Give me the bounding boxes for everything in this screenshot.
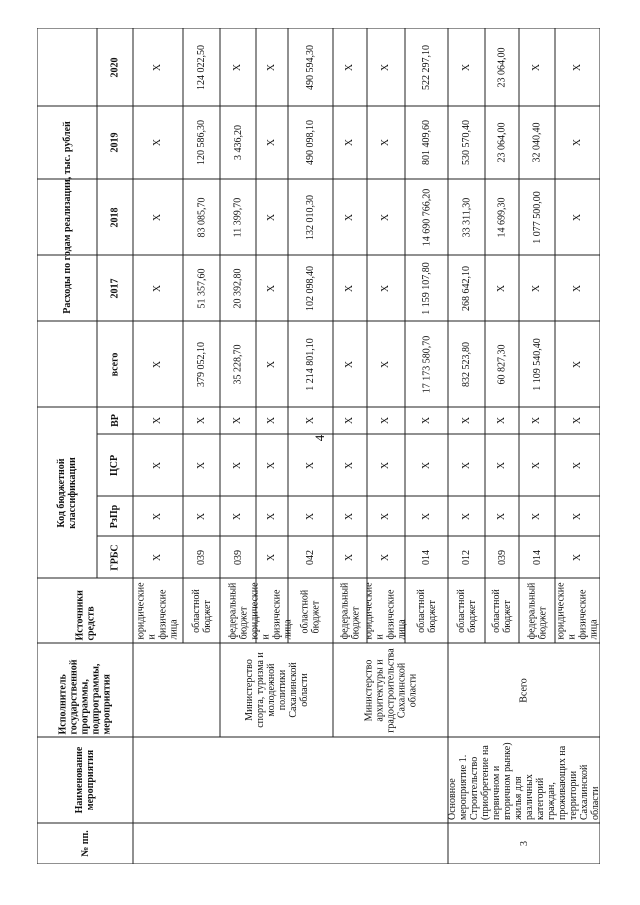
y2017-cell	[256, 255, 288, 321]
y2019-cell-text: X	[571, 138, 583, 147]
csr-cell-text: X	[380, 461, 392, 469]
y2018-cell	[133, 179, 183, 255]
y2018-cell	[555, 179, 600, 255]
header-2019	[97, 106, 133, 179]
total-cell	[220, 321, 256, 407]
rzpr-cell-text: X	[460, 512, 472, 520]
executor-architecture	[333, 643, 448, 737]
total-cell-text: 379 052,10	[196, 341, 207, 387]
vr-cell-text: X	[344, 416, 356, 425]
vr-cell	[288, 407, 333, 434]
csr-cell	[288, 434, 333, 496]
y2018-cell	[519, 179, 555, 255]
csr-cell-text: X	[571, 461, 583, 469]
vr-cell-text: X	[460, 416, 472, 425]
csr-cell-text: X	[195, 461, 207, 469]
y2020-cell	[448, 28, 485, 106]
source-cell	[183, 578, 220, 643]
y2019-cell-text: 490 098,10	[305, 120, 316, 165]
header-csr	[97, 434, 133, 496]
y2018-cell-text: 1 077 500,00	[531, 190, 543, 244]
csr-cell	[333, 434, 367, 496]
header-2020-text: 2020	[109, 57, 121, 77]
y2018-cell-text: 132 010,30	[305, 194, 316, 240]
section-3-number-text: 3	[518, 841, 530, 846]
source-cell-text: федеральный бюджет	[526, 582, 548, 639]
grbs-cell	[405, 536, 448, 578]
rzpr-cell	[555, 496, 600, 536]
csr-cell	[405, 434, 448, 496]
csr-cell	[555, 434, 600, 496]
rzpr-cell-text: X	[571, 512, 583, 520]
y2017-cell-text: X	[266, 284, 278, 292]
header-vr-text: ВР	[109, 414, 121, 427]
y2020-cell-text: X	[152, 63, 164, 71]
csr-cell-text: X	[460, 461, 472, 469]
csr-cell-text: X	[531, 461, 543, 469]
rzpr-cell	[405, 496, 448, 536]
total-cell-text: X	[152, 360, 164, 368]
total-cell-text: 1 109 540,40	[531, 337, 543, 391]
y2019-cell-text: 32 040,40	[531, 122, 543, 163]
source-cell-text: областной бюджет	[415, 588, 438, 633]
budget-table	[37, 28, 600, 864]
y2018-cell-text: 14 699,30	[496, 197, 508, 237]
total-cell	[519, 321, 555, 407]
y2018-cell	[405, 179, 448, 255]
y2019-cell	[133, 106, 183, 179]
y2020-cell-text: 490 594,30	[305, 44, 316, 90]
csr-cell	[133, 434, 183, 496]
grbs-cell-text: X	[571, 553, 583, 561]
y2017-cell	[405, 255, 448, 321]
source-cell-text: федеральный бюджет	[227, 582, 249, 639]
y2017-cell-text: X	[571, 284, 583, 292]
y2018-cell-text: X	[571, 213, 583, 221]
rzpr-cell	[519, 496, 555, 536]
y2017-cell	[555, 255, 600, 321]
vr-cell-text: X	[304, 416, 316, 425]
y2019-cell	[405, 106, 448, 179]
y2020-cell-text: X	[380, 63, 392, 71]
header-vr	[97, 407, 133, 434]
y2020-cell	[288, 28, 333, 106]
y2019-cell-text: X	[380, 138, 392, 147]
executor-total-text: Всего	[518, 677, 530, 703]
total-cell	[367, 321, 405, 407]
total-cell-text: 60 827,30	[496, 344, 508, 384]
vr-cell-text: X	[232, 416, 244, 425]
y2019-cell	[220, 106, 256, 179]
y2017-cell	[288, 255, 333, 321]
grbs-cell-text: 014	[421, 549, 432, 565]
source-cell	[288, 578, 333, 643]
vr-cell-text: X	[496, 416, 508, 425]
source-cell	[333, 578, 367, 643]
y2017-cell	[220, 255, 256, 321]
rzpr-cell-text: X	[420, 512, 432, 520]
y2020-cell	[333, 28, 367, 106]
y2020-cell-text: X	[571, 63, 583, 71]
vr-cell	[485, 407, 519, 434]
executor-architecture-text: Министерство архитектуры и градостроительства Сахалинской области	[363, 647, 418, 733]
csr-cell-text: X	[232, 461, 244, 469]
y2020-cell-text: 124 022,50	[196, 44, 207, 90]
rzpr-cell	[256, 496, 288, 536]
total-cell-text: X	[344, 360, 356, 368]
grbs-cell-text: 039	[496, 549, 508, 565]
grbs-cell-text: 039	[232, 549, 244, 565]
grbs-cell	[256, 536, 288, 578]
vr-cell	[220, 407, 256, 434]
y2017-cell	[485, 255, 519, 321]
header-no	[37, 823, 133, 864]
y2019-cell	[256, 106, 288, 179]
y2018-cell	[288, 179, 333, 255]
code-group-header	[37, 407, 97, 578]
rzpr-cell-text: X	[195, 512, 207, 520]
grbs-cell	[220, 536, 256, 578]
y2018-cell-text: X	[266, 213, 278, 221]
y2018-cell-text: X	[380, 213, 392, 221]
executor-sport-text: Министерство спорта, туризма и молодежной политики Сахалинской области	[243, 652, 310, 728]
header-2019-text: 2019	[109, 132, 121, 153]
vr-cell-text: X	[195, 416, 207, 425]
header-no-text: № пп.	[79, 830, 91, 857]
vr-cell-text: X	[571, 416, 583, 425]
y2020-cell-text: X	[531, 63, 543, 71]
grbs-cell	[183, 536, 220, 578]
y2018-cell	[448, 179, 485, 255]
rzpr-cell-text: X	[152, 512, 164, 520]
csr-cell-text: X	[420, 461, 432, 469]
header-2018-text: 2018	[109, 207, 121, 227]
y2017-cell-text: 1 159 107,80	[421, 261, 432, 315]
rzpr-cell-text: X	[531, 512, 543, 520]
grbs-cell	[519, 536, 555, 578]
total-cell	[256, 321, 288, 407]
header-source	[37, 578, 133, 643]
source-cell-text: областной бюджет	[299, 589, 322, 633]
csr-cell-text: X	[152, 461, 164, 469]
csr-cell-text: X	[266, 461, 278, 469]
source-cell-text: областной бюджет	[455, 588, 478, 633]
csr-cell-text: X	[344, 461, 356, 469]
y2018-cell	[333, 179, 367, 255]
y2018-cell-text: 11 399,70	[232, 197, 244, 237]
y2020-cell	[405, 28, 448, 106]
grbs-cell-text: X	[266, 553, 278, 561]
y2020-cell-text: X	[266, 63, 278, 71]
header-grbs-text: ГРБС	[109, 543, 121, 571]
rzpr-cell-text: X	[266, 512, 278, 520]
csr-cell	[367, 434, 405, 496]
header-rzpr	[97, 496, 133, 536]
y2019-cell-text: 530 570,40	[461, 120, 472, 165]
y2018-cell-text: 83 085,70	[196, 197, 207, 237]
grbs-cell	[448, 536, 485, 578]
total-cell-text: 17 173 580,70	[421, 335, 432, 393]
y2017-cell	[448, 255, 485, 321]
total-cell	[555, 321, 600, 407]
total-cell	[183, 321, 220, 407]
y2017-cell	[133, 255, 183, 321]
source-cell-text: областной бюджет	[190, 588, 213, 633]
total-cell	[448, 321, 485, 407]
total-cell-text: X	[380, 360, 392, 368]
csr-cell	[448, 434, 485, 496]
vr-cell-text: X	[266, 416, 278, 425]
y2019-cell-text: 3 436,20	[232, 125, 244, 160]
vr-cell	[519, 407, 555, 434]
csr-cell	[220, 434, 256, 496]
vr-cell	[183, 407, 220, 434]
grbs-cell	[288, 536, 333, 578]
csr-cell	[256, 434, 288, 496]
source-cell	[133, 578, 183, 643]
vr-cell-text: X	[420, 416, 432, 425]
header-csr-text: ЦСР	[109, 454, 121, 476]
y2020-cell	[555, 28, 600, 106]
total-cell-text: 35 228,70	[232, 344, 244, 384]
executor-total	[448, 643, 600, 737]
y2018-cell-text: 14 690 766,20	[421, 188, 432, 246]
source-cell	[364, 578, 409, 643]
source-cell	[485, 578, 519, 643]
vr-cell	[256, 407, 288, 434]
y2019-cell-text: X	[152, 138, 164, 147]
y2019-cell	[333, 106, 367, 179]
y2020-cell-text: X	[232, 63, 244, 71]
vr-cell	[405, 407, 448, 434]
source-cell	[405, 578, 448, 643]
y2018-cell	[220, 179, 256, 255]
y2019-cell	[519, 106, 555, 179]
source-cell-text: федеральный бюджет	[339, 582, 361, 639]
header-executor-text: Исполнитель государственной программы, подпрограммы, мероприятия	[57, 658, 113, 734]
expenses-group-header-text: Расходы по годам реализации, тыс. рублей	[61, 121, 73, 314]
grbs-cell	[133, 536, 183, 578]
y2019-cell-text: 120 586,30	[196, 120, 207, 165]
rzpr-cell	[485, 496, 519, 536]
y2018-cell	[367, 179, 405, 255]
y2017-cell-text: 51 357,60	[196, 268, 207, 308]
y2018-cell	[256, 179, 288, 255]
total-cell-text: 1 214 801,10	[305, 337, 316, 391]
y2020-cell-text: X	[460, 63, 472, 71]
y2019-cell-text: 801 409,60	[421, 120, 432, 165]
vr-cell-text: X	[531, 416, 543, 425]
grbs-cell	[367, 536, 405, 578]
y2018-cell-text: X	[344, 213, 356, 221]
source-cell	[519, 578, 555, 643]
source-cell-text: юридические и физические лица	[364, 581, 409, 640]
csr-cell-text: X	[304, 461, 316, 469]
total-cell	[288, 321, 333, 407]
y2017-cell-text: X	[344, 284, 356, 292]
header-total-text: всего	[109, 352, 121, 376]
source-cell-text: юридические и физические лица	[136, 581, 181, 640]
y2018-cell	[183, 179, 220, 255]
vr-cell	[448, 407, 485, 434]
grbs-cell	[485, 536, 519, 578]
csr-cell	[519, 434, 555, 496]
header-2020	[97, 28, 133, 106]
y2019-cell-text: X	[266, 138, 278, 147]
rzpr-cell	[448, 496, 485, 536]
y2017-cell	[183, 255, 220, 321]
vr-cell	[555, 407, 600, 434]
y2017-cell-text: X	[496, 284, 508, 292]
y2019-cell-text: 23 064,00	[496, 122, 508, 163]
y2020-cell	[519, 28, 555, 106]
vr-cell-text: X	[152, 416, 164, 425]
vr-cell	[333, 407, 367, 434]
y2020-cell	[256, 28, 288, 106]
code-group-header-text: Код бюджетной классификации	[56, 456, 79, 529]
vr-cell-text: X	[380, 416, 392, 425]
y2019-cell-text: X	[344, 138, 356, 147]
rzpr-cell-text: X	[344, 512, 356, 520]
expenses-group-header	[37, 28, 97, 407]
header-2018	[97, 179, 133, 255]
y2020-cell-text: 522 297,10	[421, 44, 432, 90]
total-cell-text: X	[571, 360, 583, 368]
source-cell	[448, 578, 485, 643]
executor-sport	[220, 643, 333, 737]
y2020-cell	[367, 28, 405, 106]
section-3-number	[448, 823, 600, 864]
y2018-cell-text: X	[152, 213, 164, 221]
grbs-cell-text: X	[380, 553, 392, 561]
grbs-cell-text: X	[152, 553, 164, 561]
y2019-cell	[183, 106, 220, 179]
total-cell-text: 832 523,80	[461, 341, 472, 387]
rzpr-cell	[220, 496, 256, 536]
header-name-text: Наименование мероприятия	[74, 746, 96, 814]
y2017-cell	[519, 255, 555, 321]
header-rzpr-text: РзПр	[109, 504, 121, 528]
total-cell	[485, 321, 519, 407]
total-cell	[405, 321, 448, 407]
vr-cell	[367, 407, 405, 434]
rzpr-cell-text: X	[232, 512, 244, 520]
header-2017	[97, 255, 133, 321]
rzpr-cell	[288, 496, 333, 536]
rzpr-cell-text: X	[304, 512, 316, 520]
y2020-cell	[485, 28, 519, 106]
total-cell	[333, 321, 367, 407]
header-2017-text: 2017	[109, 278, 121, 298]
header-grbs	[97, 536, 133, 578]
header-name	[37, 737, 133, 823]
grbs-cell-text: 042	[305, 549, 316, 565]
page-number-text: 4	[312, 434, 327, 442]
grbs-cell-text: X	[344, 553, 356, 561]
y2017-cell-text: 20 392,80	[232, 268, 244, 308]
y2017-cell-text: X	[380, 284, 392, 292]
grbs-cell	[555, 536, 600, 578]
header-total	[97, 321, 133, 407]
y2020-cell	[220, 28, 256, 106]
source-cell-text: юридические и физические лица	[250, 581, 295, 640]
y2020-cell-text: 23 064,00	[496, 47, 508, 87]
source-cell	[250, 578, 295, 643]
y2017-cell-text: X	[152, 284, 164, 292]
header-source-text: Источники средств	[74, 589, 96, 640]
section-3-name-text: Основное мероприятие 1. Строительство (приобретение на первичном и вторичном рынке) жилья для различных категорий граждан, проживающих на территории Сахалинской области	[447, 742, 601, 820]
y2019-cell	[288, 106, 333, 179]
y2019-cell	[367, 106, 405, 179]
y2020-cell	[133, 28, 183, 106]
grbs-cell-text: 039	[196, 549, 207, 565]
csr-cell-text: X	[496, 461, 508, 469]
vr-cell	[133, 407, 183, 434]
rzpr-cell	[133, 496, 183, 536]
source-cell-text: областной бюджет	[491, 588, 513, 633]
y2017-cell-text: X	[531, 284, 543, 292]
source-cell-text: юридические и физические лица	[555, 581, 600, 640]
header-executor	[37, 643, 133, 737]
y2017-cell	[367, 255, 405, 321]
rzpr-cell	[367, 496, 405, 536]
source-cell	[555, 578, 600, 643]
rzpr-cell-text: X	[496, 512, 508, 520]
grbs-cell-text: 012	[461, 549, 472, 565]
grbs-cell	[333, 536, 367, 578]
y2019-cell	[555, 106, 600, 179]
rzpr-cell-text: X	[380, 512, 392, 520]
y2019-cell	[485, 106, 519, 179]
rzpr-cell	[333, 496, 367, 536]
csr-cell	[183, 434, 220, 496]
y2020-cell	[183, 28, 220, 106]
csr-cell	[485, 434, 519, 496]
y2018-cell	[485, 179, 519, 255]
y2017-cell-text: 102 098,40	[305, 265, 316, 311]
y2018-cell-text: 33 311,30	[461, 197, 473, 237]
y2020-cell-text: X	[344, 63, 356, 71]
y2017-cell	[333, 255, 367, 321]
rzpr-cell	[183, 496, 220, 536]
grbs-cell-text: 014	[531, 549, 543, 565]
y2017-cell-text: 268 642,10	[461, 265, 472, 311]
y2019-cell	[448, 106, 485, 179]
total-cell-text: X	[266, 360, 278, 368]
section-3-name	[448, 737, 600, 823]
total-cell	[133, 321, 183, 407]
